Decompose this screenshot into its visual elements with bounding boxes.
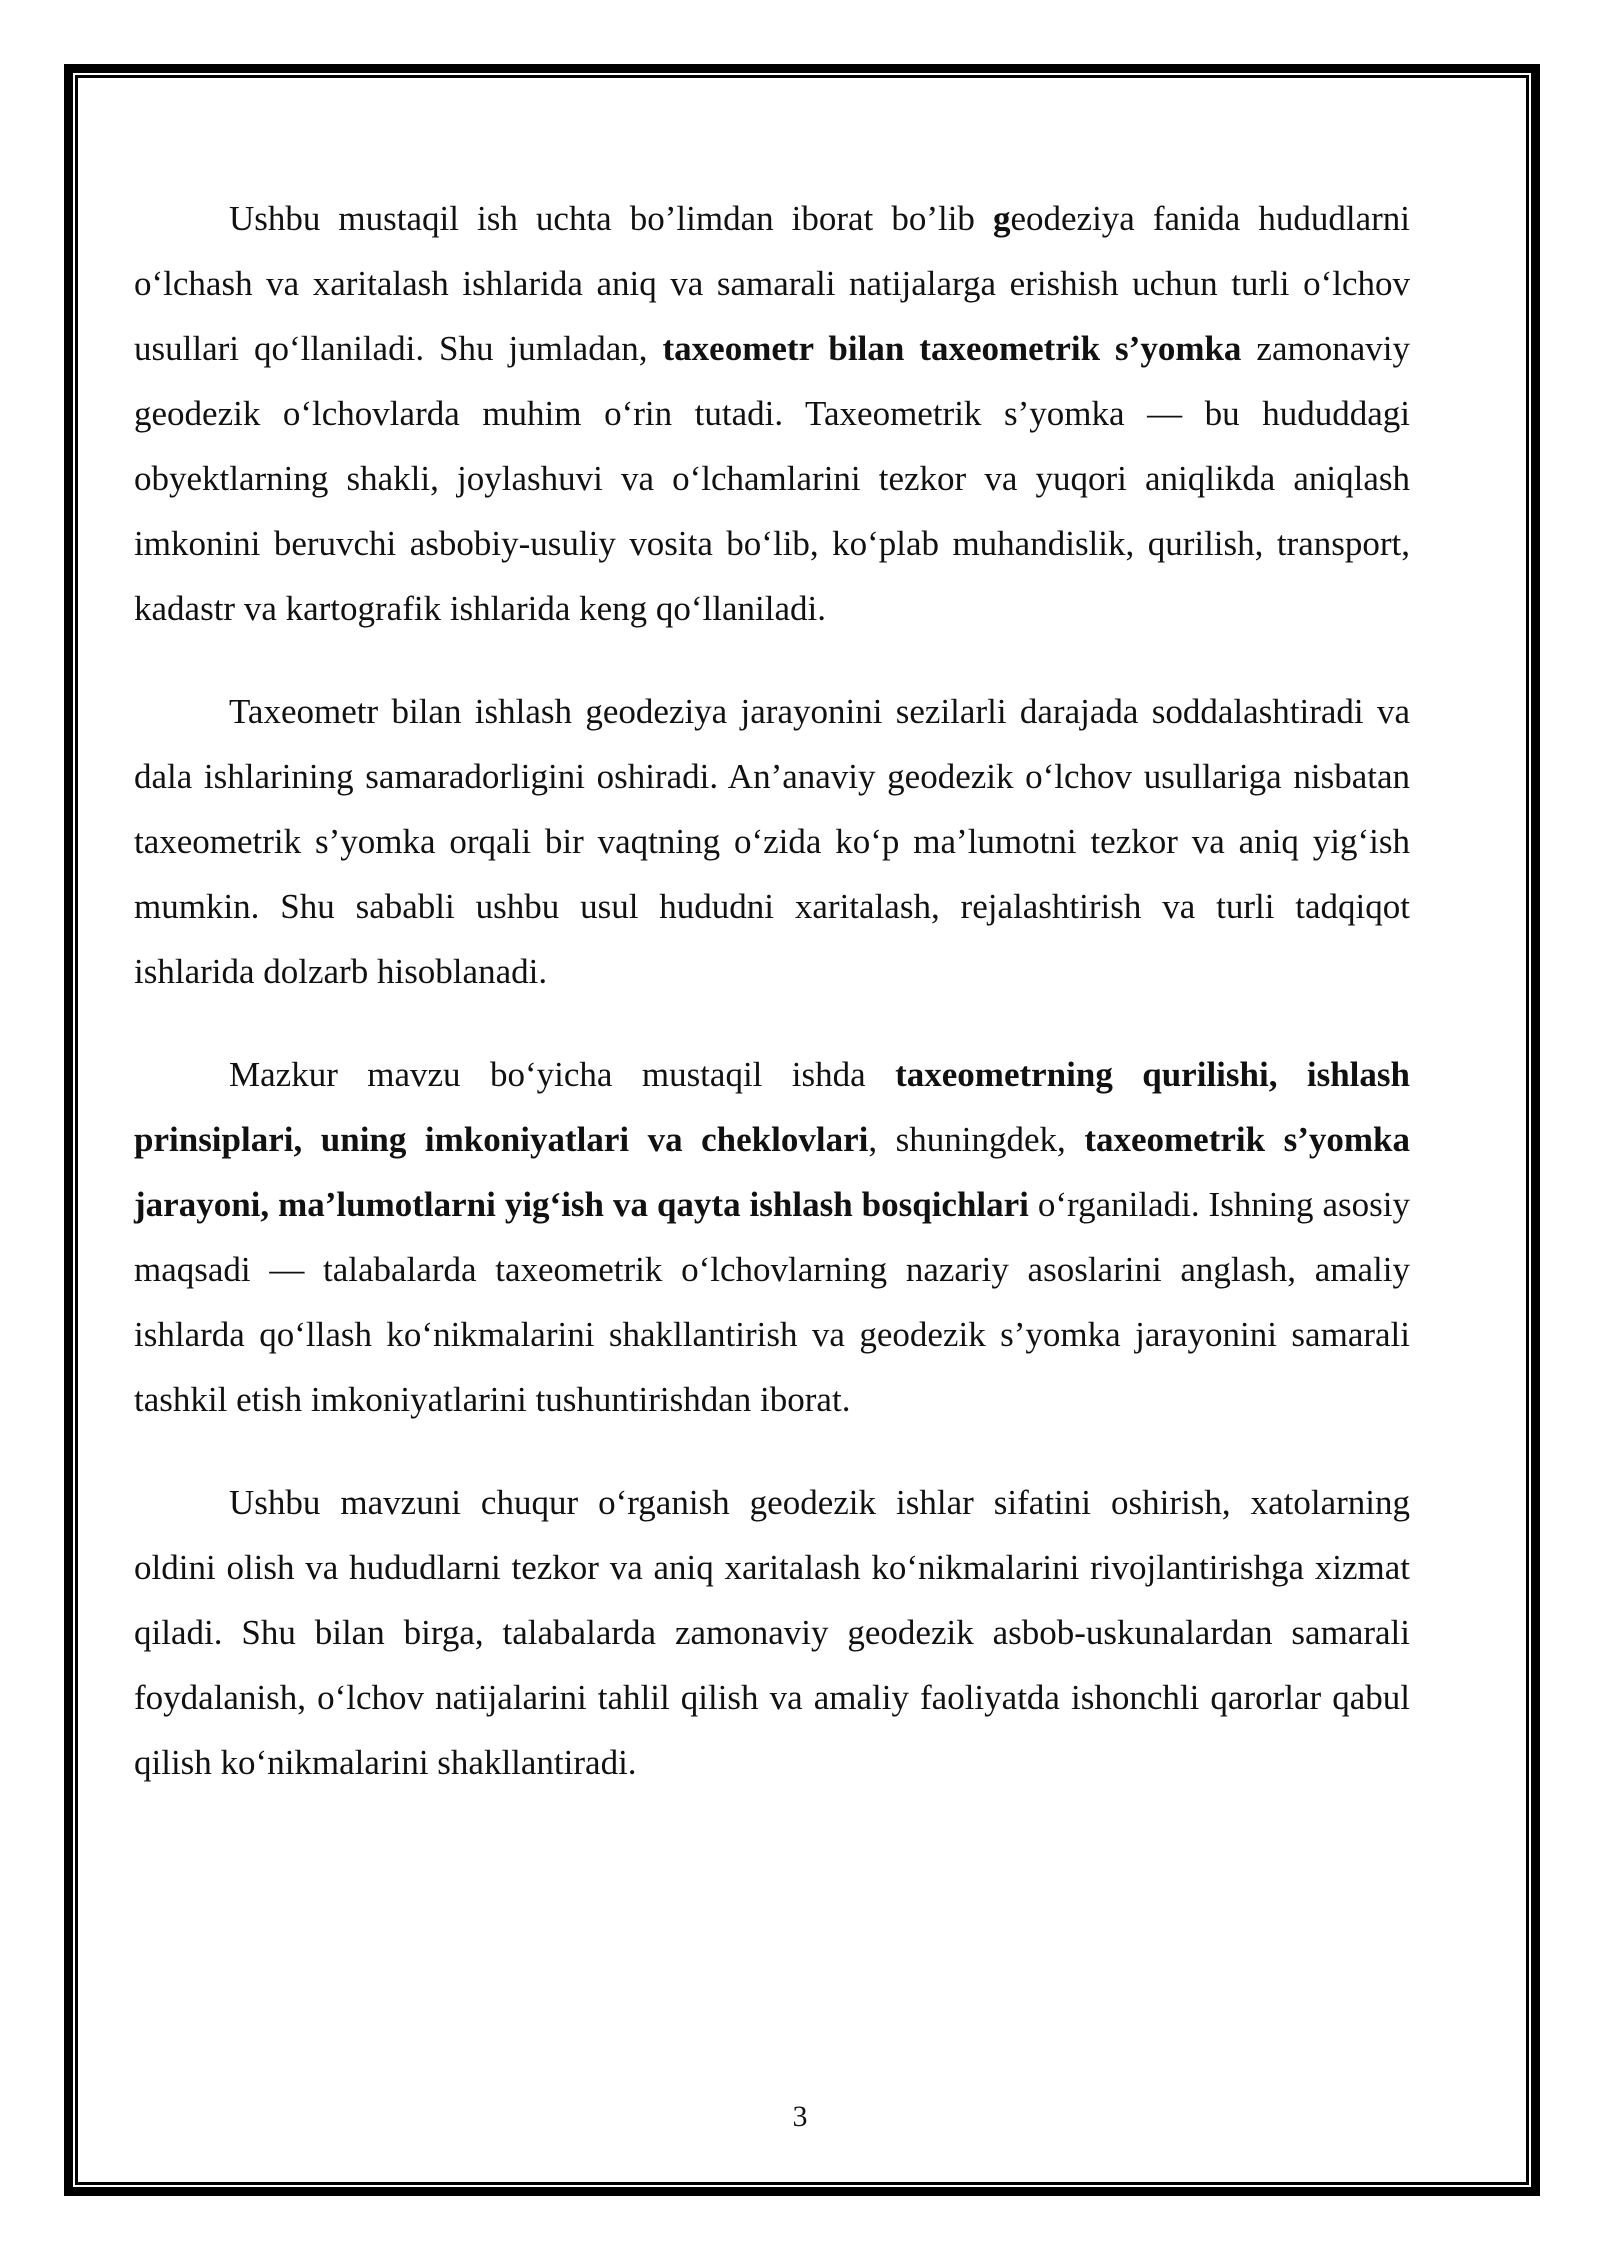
text-run: Mazkur mavzu bo‘yicha mustaqil ishda bbox=[229, 1055, 896, 1094]
page-number: 3 bbox=[792, 2100, 808, 2133]
paragraph-1 bbox=[134, 186, 1410, 641]
text-run: , shuningdek, bbox=[868, 1120, 1085, 1159]
paragraph-3 bbox=[134, 1042, 1410, 1432]
document-body bbox=[134, 186, 1410, 1833]
paragraph-2 bbox=[134, 679, 1410, 1004]
text-run: Ushbu mavzuni chuqur o‘rganish geodezik ishlar sifatini oshirish, xatolarning oldini olish va hududlarni tezkor va aniq xaritalash ko‘nikmalarini rivojlantirishga xizmat qiladi. Shu bilan birga, talabalarda zamonaviy geodezik asbob-uskunalardan samarali foydalanish, o‘lchov natijalarini tahlil qilish va amaliy faoliyatda ishonchli qarorlar qabul qilish ko‘nikmalarini shakllantiradi. bbox=[134, 1483, 1410, 1782]
text-run: Ushbu mustaqil ish uchta bo’limdan iborat bo’lib bbox=[229, 199, 993, 238]
text-run: zamonaviy geodezik o‘lchovlarda muhim o‘rin tutadi. Taxeometrik s’yomka — bu hududdagi obyektlarning shakli, joylashuvi va o‘lchamlarini tezkor va yuqori aniqlikda aniqlash imkonini beruvchi asbobiy-usuliy vosita bo‘lib, ko‘plab muhandislik, qurilish, transport, kadastr va kartografik ishlarida keng qo‘llaniladi. bbox=[134, 329, 1410, 628]
text-run: o‘rganiladi. Ishning asosiy maqsadi — talabalarda taxeometrik o‘lchovlarning nazariy asoslarini anglash, amaliy ishlarda qo‘llash ko‘nikmalarini shakllantirish va geodezik s’yomka jarayonini samarali tashkil etish imkoniyatlarini tushuntirishdan iborat. bbox=[134, 1185, 1411, 1419]
text-run-bold: taxeometr bilan taxeometrik s’yomka bbox=[662, 329, 1242, 368]
paragraph-4 bbox=[134, 1470, 1410, 1795]
text-run: Taxeometr bilan ishlash geodeziya jarayonini sezilarli darajada soddalashtiradi va dala ishlarining samaradorligini oshiradi. An’anaviy geodezik o‘lchov usullariga nisbatan taxeometrik s’yomka orqali bir vaqtning o‘zida ko‘p ma’lumotni tezkor va aniq yig‘ish mumkin. Shu sababli ushbu usul hududni xaritalash, rejalashtirish va turli tadqiqot ishlarida dolzarb hisoblanadi. bbox=[134, 692, 1410, 991]
text-run-bold: g bbox=[992, 199, 1011, 238]
text-run-bold: taxeometrik s’yomka jarayoni, ma’lumotlarni yig‘ish va qayta ishlash bosqichlari bbox=[134, 1120, 1410, 1224]
text-run-bold: taxeometrning qurilishi, ishlash prinsiplari, uning imkoniyatlari va cheklovlari bbox=[134, 1055, 1410, 1159]
text-run: eodeziya fanida hududlarni o‘lchash va xaritalash ishlarida aniq va samarali natijalarga erishish uchun turli o‘lchov usullari qo‘llaniladi. Shu jumladan, bbox=[134, 199, 1410, 368]
